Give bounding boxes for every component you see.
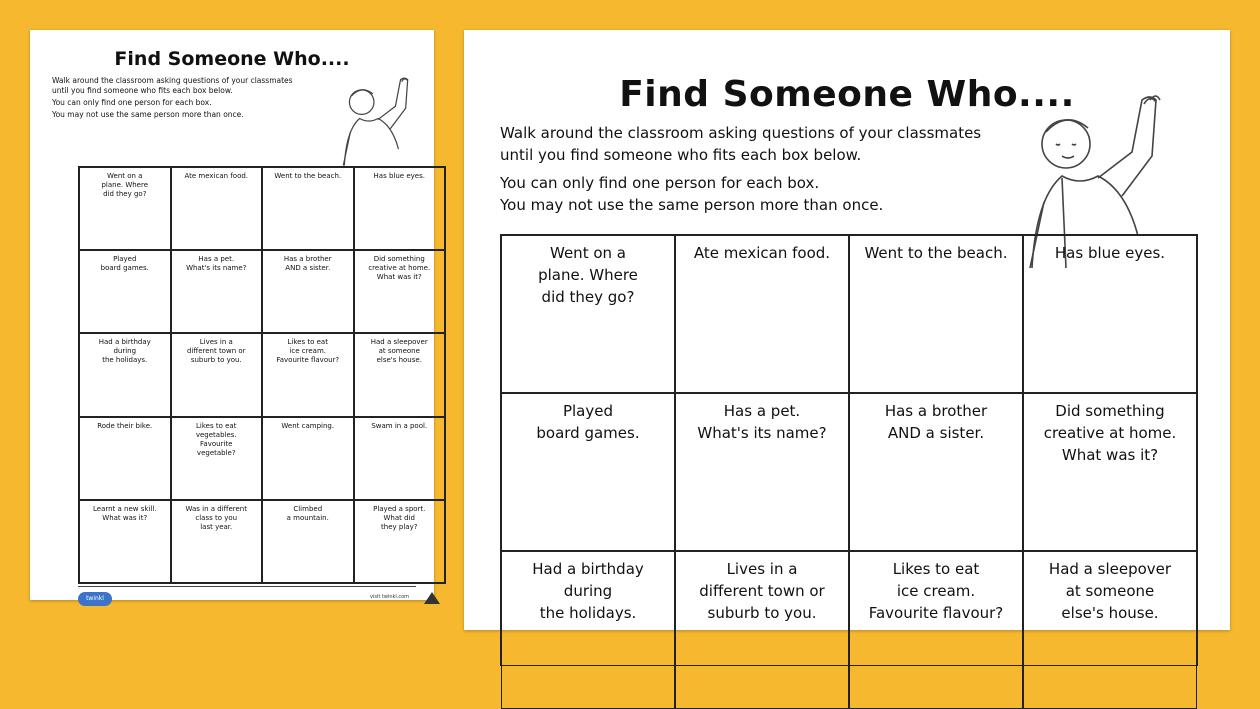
instructions <box>500 122 1020 216</box>
thumbnail-cell: Did something creative at home. What was it? <box>354 250 446 333</box>
thumbnail-cell: Played board games. <box>79 250 171 333</box>
grid-cell: Went on a plane. Where did they go? <box>501 235 675 393</box>
instruction-1: Walk around the classroom asking questions of your classmates until you find someone who fits each box below. <box>500 124 982 164</box>
thumbnail-cell: Likes to eat vegetables. Favourite vegetable? <box>171 417 263 500</box>
twinkl-logo-icon: twinkl <box>78 592 112 606</box>
worksheet-main <box>464 30 1230 630</box>
thumbnail-cell: Went camping. <box>262 417 354 500</box>
thumbnail-cell: Played a sport. What did they play? <box>354 500 446 583</box>
footer-small-text: visit twinkl.com <box>370 594 410 600</box>
thumbnail-cell: Climbed a mountain. <box>262 500 354 583</box>
thumbnail-cell: Has a pet. What's its name? <box>171 250 263 333</box>
grid-cell: Has a pet. What's its name? <box>675 393 849 551</box>
grid-cell: Played board games. <box>501 393 675 551</box>
thumbnail-cell: Rode their bike. <box>79 417 171 500</box>
thumbnail-cell: Likes to eat ice cream. Favourite flavour? <box>262 333 354 416</box>
footer-divider <box>78 586 416 587</box>
grid-cell: Ate mexican food. <box>675 235 849 393</box>
activity-grid <box>500 234 1198 666</box>
grid-cell: Had a birthday during the holidays. <box>501 551 675 709</box>
thumbnail-cell: Swam in a pool. <box>354 417 446 500</box>
thumbnail-grid <box>78 166 446 584</box>
thumbnail-cell: Went to the beach. <box>262 167 354 250</box>
thumbnail-instruction-3: You may not use the same person more than once. <box>52 110 244 119</box>
instruction-3: You may not use the same person more than once. <box>500 196 884 214</box>
thumbnail-cell: Ate mexican food. <box>171 167 263 250</box>
grid-cell: Has a brother AND a sister. <box>849 393 1023 551</box>
grid-cell: Went to the beach. <box>849 235 1023 393</box>
thumbnail-cell: Had a birthday during the holidays. <box>79 333 171 416</box>
grid-cell: Lives in a different town or suburb to you. <box>675 551 849 709</box>
grid-cell: Had a sleepover at someone else's house. <box>1023 551 1197 709</box>
thumbnail-cell: Had a sleepover at someone else's house. <box>354 333 446 416</box>
thumbnail-cell: Lives in a different town or suburb to you. <box>171 333 263 416</box>
thumbnail-instructions <box>52 76 332 122</box>
grid-cell: Has blue eyes. <box>1023 235 1197 393</box>
thumbnail-cell: Has blue eyes. <box>354 167 446 250</box>
waving-boy-illustration <box>330 70 422 168</box>
page-title: Find Someone Who.... <box>619 74 1075 115</box>
thumbnail-instruction-2: You can only find one person for each box. <box>52 98 212 107</box>
instruction-2: You can only find one person for each box. <box>500 174 820 192</box>
partner-logo-icon <box>422 590 442 606</box>
thumbnail-cell: Has a brother AND a sister. <box>262 250 354 333</box>
grid-cell: Did something creative at home. What was it? <box>1023 393 1197 551</box>
thumbnail-instruction-1: Walk around the classroom asking questions of your classmates until you find someone who fits each box below. <box>52 76 293 95</box>
worksheet-thumbnail <box>30 30 434 600</box>
thumbnail-cell: Went on a plane. Where did they go? <box>79 167 171 250</box>
thumbnail-title: Find Someone Who.... <box>114 48 350 70</box>
grid-cell: Likes to eat ice cream. Favourite flavour? <box>849 551 1023 709</box>
thumbnail-cell: Learnt a new skill. What was it? <box>79 500 171 583</box>
thumbnail-cell: Was in a different class to you last year. <box>171 500 263 583</box>
